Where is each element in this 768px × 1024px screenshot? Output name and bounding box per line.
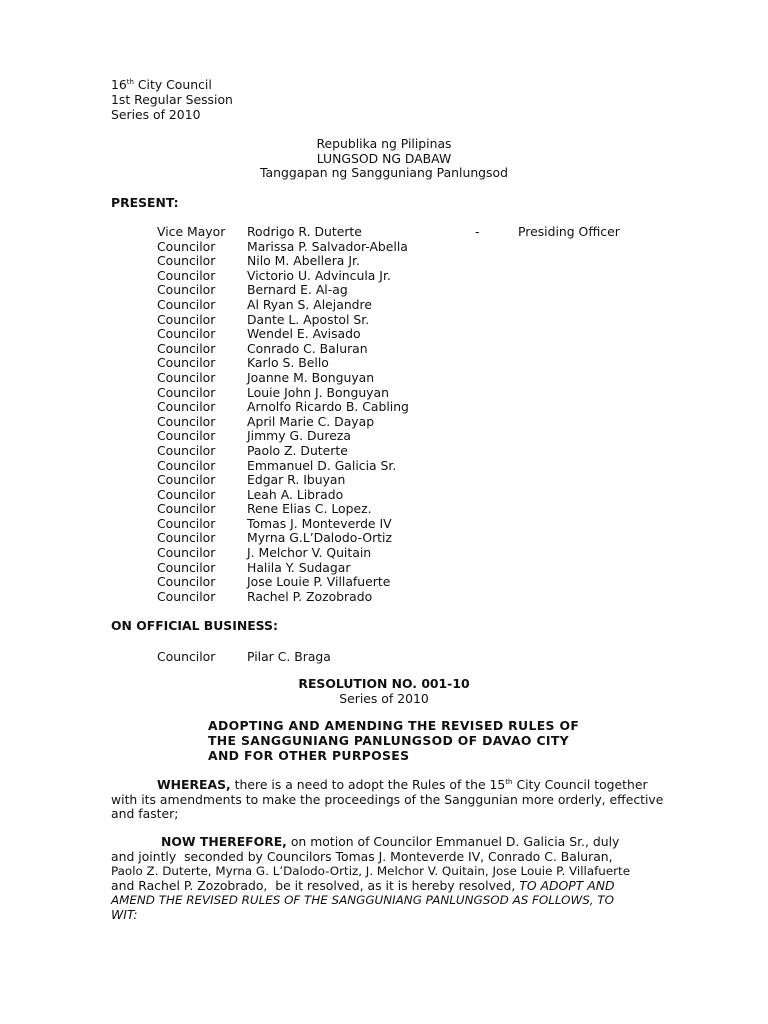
member-role: Councilor (157, 486, 216, 502)
member-name: Rodrigo R. Duterte (247, 224, 362, 239)
present-member-row (157, 473, 677, 488)
member-role: Councilor (157, 369, 216, 385)
member-role: Councilor (157, 384, 216, 400)
member-name: Victorio U. Advincula Jr. (247, 267, 391, 283)
member-role: Councilor (157, 238, 216, 254)
present-member-row (157, 575, 677, 590)
city-name: LUNGSOD NG DABAW (316, 150, 452, 166)
member-name: Wendel E. Avisado (247, 326, 361, 342)
session-line: 1st Regular Session (111, 92, 233, 107)
whereas-text-end: City Council together (512, 777, 648, 792)
present-member-row (157, 386, 677, 401)
member-role: Councilor (157, 588, 216, 604)
member-role: Councilor (157, 267, 216, 283)
present-member-row (157, 502, 677, 517)
member-name: Conrado C. Baluran (247, 340, 368, 356)
council-ordinal: 16 (111, 77, 127, 92)
member-role: Councilor (157, 472, 216, 488)
official-business-label: ON OFFICIAL BUSINESS: (111, 618, 278, 633)
council-line (111, 78, 233, 93)
nt-line-2: and jointly seconded by Councilors Tomas J. Monteverde IV, Conrado C. Baluran, (111, 848, 613, 864)
office-name: Tanggapan ng Sangguniang Panlungsod (260, 165, 508, 181)
member-name: Pilar C. Braga (247, 649, 331, 664)
member-name: Edgar R. Ibuyan (247, 472, 346, 488)
present-member-row (157, 327, 677, 342)
member-name: J. Melchor V. Quitain (247, 545, 372, 561)
member-role: Councilor (157, 340, 216, 356)
official-business-row (157, 650, 557, 665)
member-role: Councilor (157, 574, 216, 590)
nt-line-1 (111, 835, 656, 850)
nt-line-4 (111, 879, 656, 894)
member-role: Councilor (157, 515, 216, 531)
present-member-row (157, 531, 677, 546)
resolution-block (0, 677, 768, 706)
member-role: Councilor (157, 501, 216, 517)
member-name: Emmanuel D. Galicia Sr. (247, 457, 397, 473)
present-member-row (157, 342, 677, 357)
member-name: Marissa P. Salvador-Abella (247, 238, 408, 254)
member-name: Arnolfo Ricardo B. Cabling (247, 399, 409, 415)
member-role: Councilor (157, 311, 216, 327)
whereas-line-3: and faster; (111, 806, 179, 822)
member-role: Councilor (157, 326, 216, 342)
present-label: PRESENT: (111, 195, 179, 210)
member-name: Nilo M. Abellera Jr. (247, 253, 360, 269)
present-member-row (157, 298, 677, 313)
whereas-line-1 (111, 778, 656, 793)
member-role: Councilor (157, 253, 216, 269)
member-role: Councilor (157, 649, 216, 664)
member-dash: - (475, 224, 480, 239)
now-therefore-paragraph (111, 835, 656, 923)
member-title: Presiding Officer (518, 224, 620, 239)
present-member-row (157, 240, 677, 255)
member-role: Councilor (157, 399, 216, 415)
republic-line: Republika ng Pilipinas (316, 136, 452, 151)
official-business-roster (157, 650, 557, 665)
nt-line-5: AMEND THE REVISED RULES OF THE SANGGUNIANG PANLUNGSOD AS FOLLOWS, TO (111, 893, 614, 908)
member-role: Councilor (157, 442, 216, 458)
whereas-lead: WHEREAS, (157, 777, 231, 792)
present-member-row (157, 415, 677, 430)
present-member-row (157, 313, 677, 328)
title-line-3: AND FOR OTHER PURPOSES (208, 748, 410, 763)
nt-line-6: WIT: (111, 906, 138, 922)
member-role: Councilor (157, 355, 216, 371)
member-role: Councilor (157, 282, 216, 298)
member-name: Joanne M. Bonguyan (247, 369, 375, 385)
member-name: Halila Y. Sudagar (247, 559, 351, 575)
member-role: Councilor (157, 559, 216, 575)
present-member-row (157, 546, 677, 561)
title-line-2: THE SANGGUNIANG PANLUNGSOD OF DAVAO CITY (208, 733, 569, 748)
session-header (111, 78, 233, 123)
present-member-row (157, 371, 677, 386)
member-role: Councilor (157, 296, 216, 312)
nt-text-4: and Rachel P. Zozobrado, be it resolved, as it is hereby resolved, (111, 877, 520, 893)
member-name: Rene Elias C. Lopez. (247, 501, 372, 517)
present-member-row (157, 356, 677, 371)
member-role: Councilor (157, 413, 216, 429)
member-role: Councilor (157, 530, 216, 546)
title-line-1: ADOPTING AND AMENDING THE REVISED RULES OF (208, 718, 580, 733)
member-name: Tomas J. Monteverde IV (247, 515, 392, 531)
member-role: Vice Mayor (157, 224, 226, 239)
series-line: Series of 2010 (111, 107, 201, 122)
resolution-title (208, 719, 579, 764)
member-name: Rachel P. Zozobrado (247, 588, 373, 604)
member-name: Louie John J. Bonguyan (247, 384, 389, 400)
council-ordinal-suffix: th (126, 77, 134, 86)
present-member-row (157, 459, 677, 474)
member-name: April Marie C. Dayap (247, 413, 375, 429)
nt-line-3: Paolo Z. Duterte, Myrna G. L’Dalodo-Ortiz, J. Melchor V. Quitain, Jose Louie P. Villafuerte (111, 864, 631, 879)
member-name: Myrna G.L’Dalodo-Ortiz (247, 530, 392, 546)
present-member-row (157, 400, 677, 415)
present-member-row (157, 254, 677, 269)
member-name: Leah A. Librado (247, 486, 344, 502)
present-member-row (157, 225, 677, 240)
member-name: Karlo S. Bello (247, 355, 329, 371)
council-name: City Council (133, 77, 212, 92)
present-member-row (157, 488, 677, 503)
republic-block (0, 137, 768, 181)
whereas-line-2: with its amendments to make the proceedings of the Sanggunian more orderly, effective (111, 791, 664, 807)
present-member-row (157, 429, 677, 444)
member-name: Al Ryan S. Alejandre (247, 296, 372, 312)
member-name: Bernard E. Al-ag (247, 282, 348, 298)
member-role: Councilor (157, 545, 216, 561)
present-member-row (157, 561, 677, 576)
whereas-text: there is a need to adopt the Rules of the 15 (230, 777, 506, 792)
whereas-sup: th (505, 777, 513, 786)
present-member-row (157, 269, 677, 284)
present-member-row (157, 517, 677, 532)
resolution-series: Series of 2010 (339, 690, 429, 706)
present-member-row (157, 283, 677, 298)
member-role: Councilor (157, 428, 216, 444)
member-role: Councilor (157, 457, 216, 473)
member-name: Paolo Z. Duterte (247, 442, 348, 458)
member-name: Jose Louie P. Villafuerte (247, 574, 391, 590)
whereas-paragraph (111, 777, 664, 822)
resolution-number: RESOLUTION NO. 001-10 (298, 676, 470, 691)
nt-italic-4: TO ADOPT AND (519, 877, 615, 893)
nt-lead: NOW THEREFORE, (161, 834, 287, 849)
nt-text-1: on motion of Councilor Emmanuel D. Galicia Sr., duly (286, 834, 620, 849)
member-name: Jimmy G. Dureza (247, 428, 351, 444)
present-member-row (157, 444, 677, 459)
present-member-row (157, 590, 677, 605)
member-name: Dante L. Apostol Sr. (247, 311, 370, 327)
present-roster (157, 225, 677, 604)
